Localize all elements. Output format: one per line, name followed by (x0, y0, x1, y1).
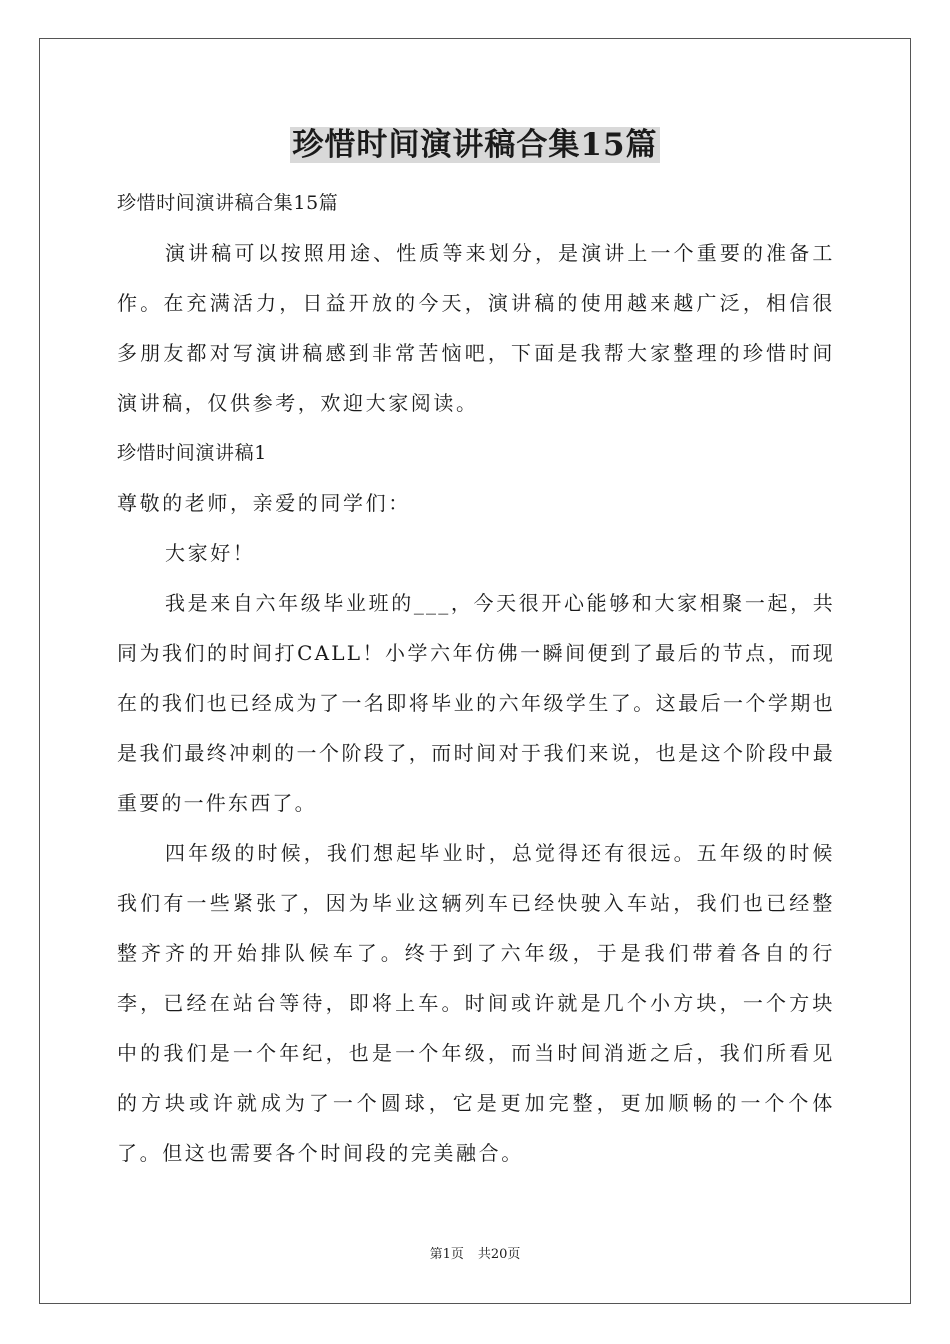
document-title-wrapper (0, 122, 950, 168)
document-body (117, 178, 835, 1178)
page-footer (0, 1245, 950, 1265)
page-number-total: 共20页 (477, 1247, 521, 1262)
salutation: 尊敬的老师，亲爱的同学们： (117, 491, 411, 515)
section-heading: 珍惜时间演讲稿1 (117, 442, 267, 464)
body-paragraph-2: 四年级的时候，我们想起毕业时，总觉得还有很远。五年级的时候我们有一些紧张了，因为毕业这辆列车已经快驶入车站，我们也已经整整齐齐的开始排队候车了。终于到了六年级，于是我们带着各自的行李，已经在站台等待，即将上车。时间或许就是几个小方块，一个方块中的我们是一个年纪，也是一个年级，而当时间消逝之后，我们所看见的方块或许就成为了一个圆球，它是更加完整，更加顺畅的一个个体了。但这也需要各个时间段的完美融合。 (117, 841, 835, 1165)
greeting: 大家好！ (165, 541, 256, 565)
page-number-current: 第1页 (429, 1247, 464, 1262)
intro-paragraph: 演讲稿可以按照用途、性质等来划分，是演讲上一个重要的准备工作。在充满活力，日益开放的今天，演讲稿的使用越来越广泛，相信很多朋友都对写演讲稿感到非常苦恼吧，下面是我帮大家整理的珍惜时间演讲稿，仅供参考，欢迎大家阅读。 (117, 241, 835, 415)
document-subtitle: 珍惜时间演讲稿合集15篇 (117, 192, 339, 214)
document-title: 珍惜时间演讲稿合集15篇 (292, 127, 658, 163)
body-paragraph-1: 我是来自六年级毕业班的___，今天很开心能够和大家相聚一起，共同为我们的时间打CALL！小学六年仿佛一瞬间便到了最后的节点，而现在的我们也已经成为了一名即将毕业的六年级学生了。这最后一个学期也是我们最终冲刺的一个阶段了，而时间对于我们来说，也是这个阶段中最重要的一件东西了。 (117, 591, 835, 815)
